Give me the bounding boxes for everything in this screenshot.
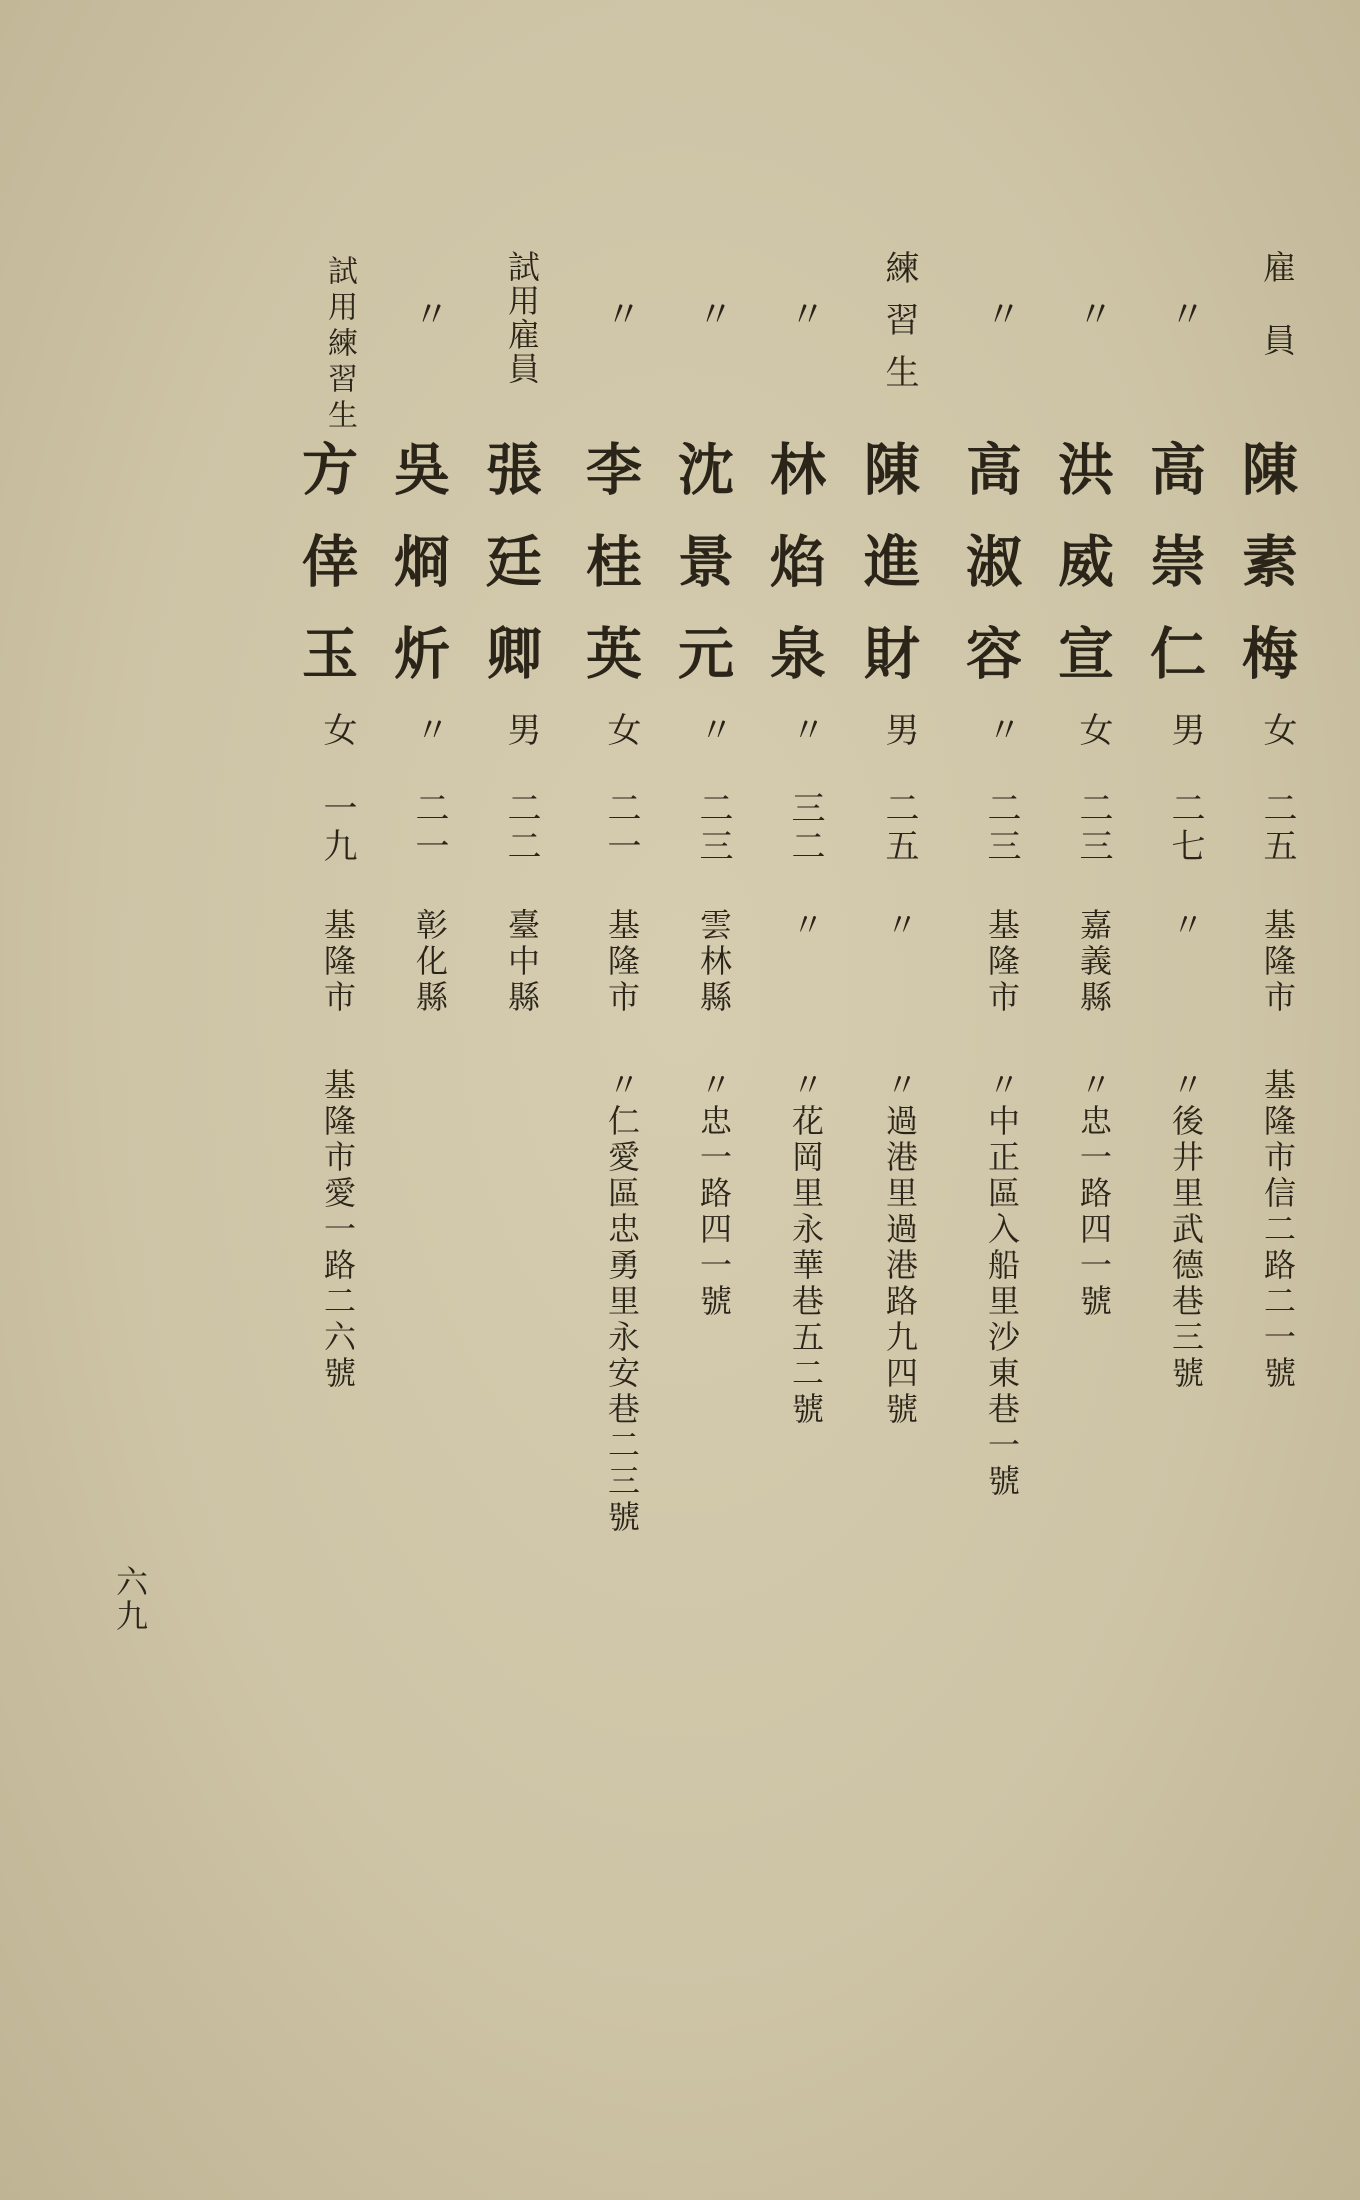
native-place-cell: 〃: [881, 908, 919, 944]
name-cell: 李桂英: [577, 440, 643, 716]
age-cell: 二二: [501, 790, 541, 866]
native-place-cell: 〃: [787, 908, 825, 944]
record-row: [466, 0, 543, 2200]
address-cell: 〃花岡里永華巷五二號: [787, 1068, 825, 1428]
age-cell: 二七: [1165, 790, 1205, 866]
address-cell: 〃仁愛區忠勇里永安巷二三號: [603, 1068, 641, 1536]
title-cell: 〃: [600, 295, 641, 331]
record-row: [658, 0, 735, 2200]
age-cell: 二三: [1073, 790, 1113, 866]
title-cell: 練習生: [879, 250, 919, 406]
title-cell: 〃: [408, 295, 449, 331]
age-cell: 一九: [317, 790, 357, 866]
record-row: [1130, 0, 1207, 2200]
name-cell: 陳進財: [855, 440, 921, 716]
address-cell: 〃後井里武德巷三號: [1167, 1068, 1205, 1392]
sex-cell: 〃: [785, 712, 825, 746]
name-cell: 高淑容: [957, 440, 1023, 716]
sex-cell: 男: [879, 712, 919, 746]
native-place-cell: 基隆市: [603, 908, 641, 1016]
sex-cell: 女: [317, 712, 357, 746]
record-row: [844, 0, 921, 2200]
record-row: [750, 0, 827, 2200]
name-cell: 張廷卿: [477, 440, 543, 716]
address-cell: 〃忠一路四一號: [695, 1068, 733, 1320]
sex-cell: 男: [1165, 712, 1205, 746]
native-place-cell: 雲林縣: [695, 908, 733, 1016]
sex-cell: 女: [1257, 712, 1297, 746]
age-cell: 二三: [693, 790, 733, 866]
age-cell: 二五: [879, 790, 919, 866]
age-cell: 二一: [601, 790, 641, 866]
title-cell: 雇員: [1258, 250, 1297, 396]
age-cell: 三二: [785, 790, 825, 866]
page-number: 六九: [111, 1565, 149, 1633]
address-cell: 〃忠一路四一號: [1075, 1068, 1113, 1320]
sex-cell: 女: [1073, 712, 1113, 746]
record-row: [1222, 0, 1299, 2200]
name-cell: 林焰泉: [761, 440, 827, 716]
title-cell: 試用練習生: [322, 255, 357, 435]
sex-cell: 〃: [693, 712, 733, 746]
native-place-cell: 〃: [1167, 908, 1205, 944]
name-cell: 吳烱炘: [385, 440, 451, 716]
title-cell: 〃: [980, 295, 1021, 331]
age-cell: 二三: [981, 790, 1021, 866]
title-cell: 〃: [692, 295, 733, 331]
native-place-cell: 基隆市: [983, 908, 1021, 1016]
native-place-cell: 嘉義縣: [1075, 908, 1113, 1016]
name-cell: 沈景元: [669, 440, 735, 716]
sex-cell: 〃: [409, 712, 449, 746]
name-cell: 高崇仁: [1141, 440, 1207, 716]
title-cell: 試用雇員: [503, 250, 541, 386]
record-row: [1038, 0, 1115, 2200]
native-place-cell: 基隆市: [319, 908, 357, 1016]
native-place-cell: 基隆市: [1259, 908, 1297, 1016]
address-cell: 基隆市愛一路二六號: [319, 1068, 357, 1392]
record-row: [274, 0, 359, 2200]
age-cell: 二五: [1257, 790, 1297, 866]
address-cell: 〃中正區入船里沙東巷一號: [983, 1068, 1021, 1500]
title-cell: 〃: [784, 295, 825, 331]
age-cell: 二一: [409, 790, 449, 866]
native-place-cell: 臺中縣: [503, 908, 541, 1016]
record-row: [566, 0, 643, 2200]
title-cell: 〃: [1164, 295, 1205, 331]
native-place-cell: 彰化縣: [411, 908, 449, 1016]
name-cell: 陳素梅: [1233, 440, 1299, 716]
sex-cell: 〃: [981, 712, 1021, 746]
record-row: [374, 0, 451, 2200]
address-cell: 基隆市信二路二一號: [1259, 1068, 1297, 1392]
address-cell: 〃過港里過港路九四號: [881, 1068, 919, 1428]
name-cell: 方倖玉: [293, 440, 359, 716]
title-cell: 〃: [1072, 295, 1113, 331]
record-row: [946, 0, 1023, 2200]
name-cell: 洪威宣: [1049, 440, 1115, 716]
sex-cell: 男: [501, 712, 541, 746]
sex-cell: 女: [601, 712, 641, 746]
